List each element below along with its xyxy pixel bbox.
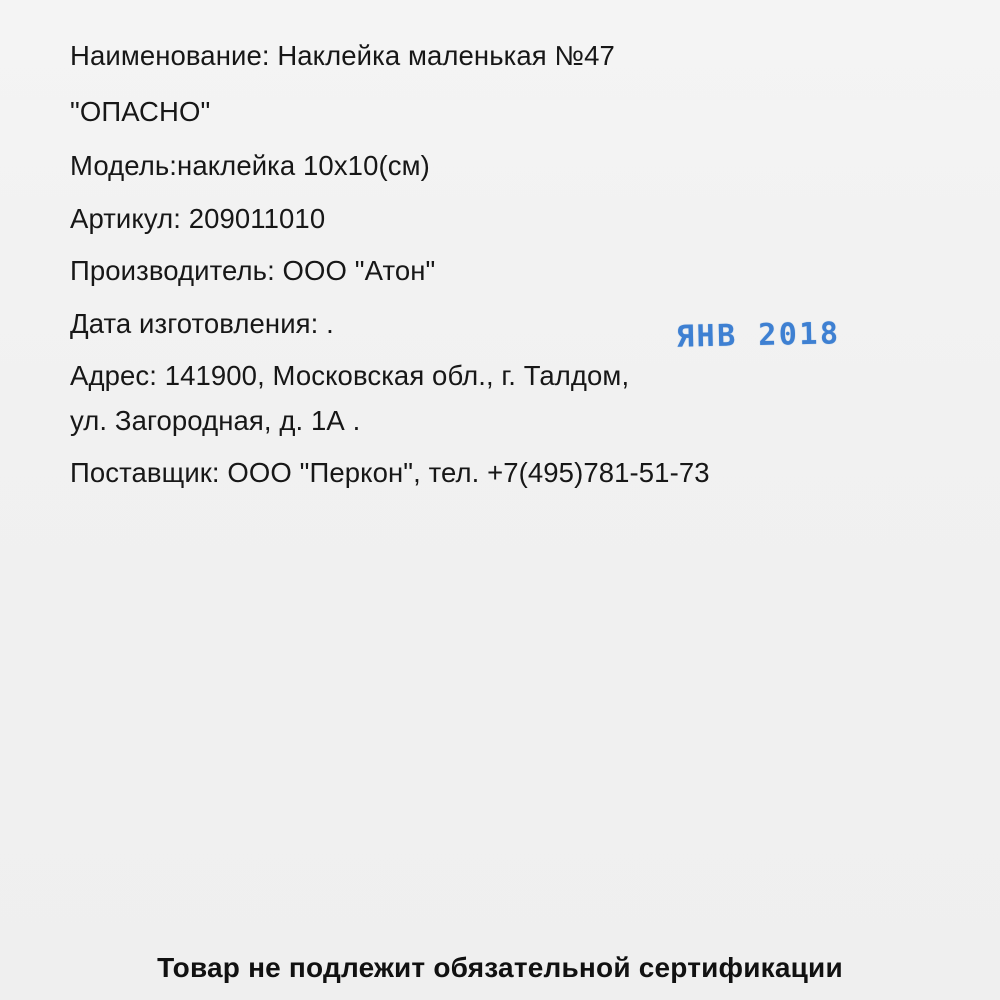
label-line-manufacturer: Производитель: ООО "Атон" <box>70 255 436 286</box>
label-line-name-continuation: "ОПАСНО" <box>70 95 211 127</box>
date-stamp: ЯНВ 2018 <box>675 316 841 355</box>
label-text-block <box>70 42 950 487</box>
label-line-address-1: Адрес: 141900, Московская обл., г. Талдом, <box>70 360 630 391</box>
label-line-article: Артикул: 209011010 <box>70 202 326 234</box>
label-line-address-2: ул. Загородная, д. 1А . <box>70 404 361 436</box>
certification-note: Товар не подлежит обязательной сертификации <box>157 952 843 983</box>
label-line-production-date: Дата изготовления: . <box>70 307 334 339</box>
label-line-name: Наименование: Наклейка маленькая №47 <box>70 40 615 71</box>
label-line-model: Модель:наклейка 10х10(см) <box>70 150 430 181</box>
label-line-supplier: Поставщик: ООО "Перкон", тел. +7(495)781-51-73 <box>70 457 710 488</box>
